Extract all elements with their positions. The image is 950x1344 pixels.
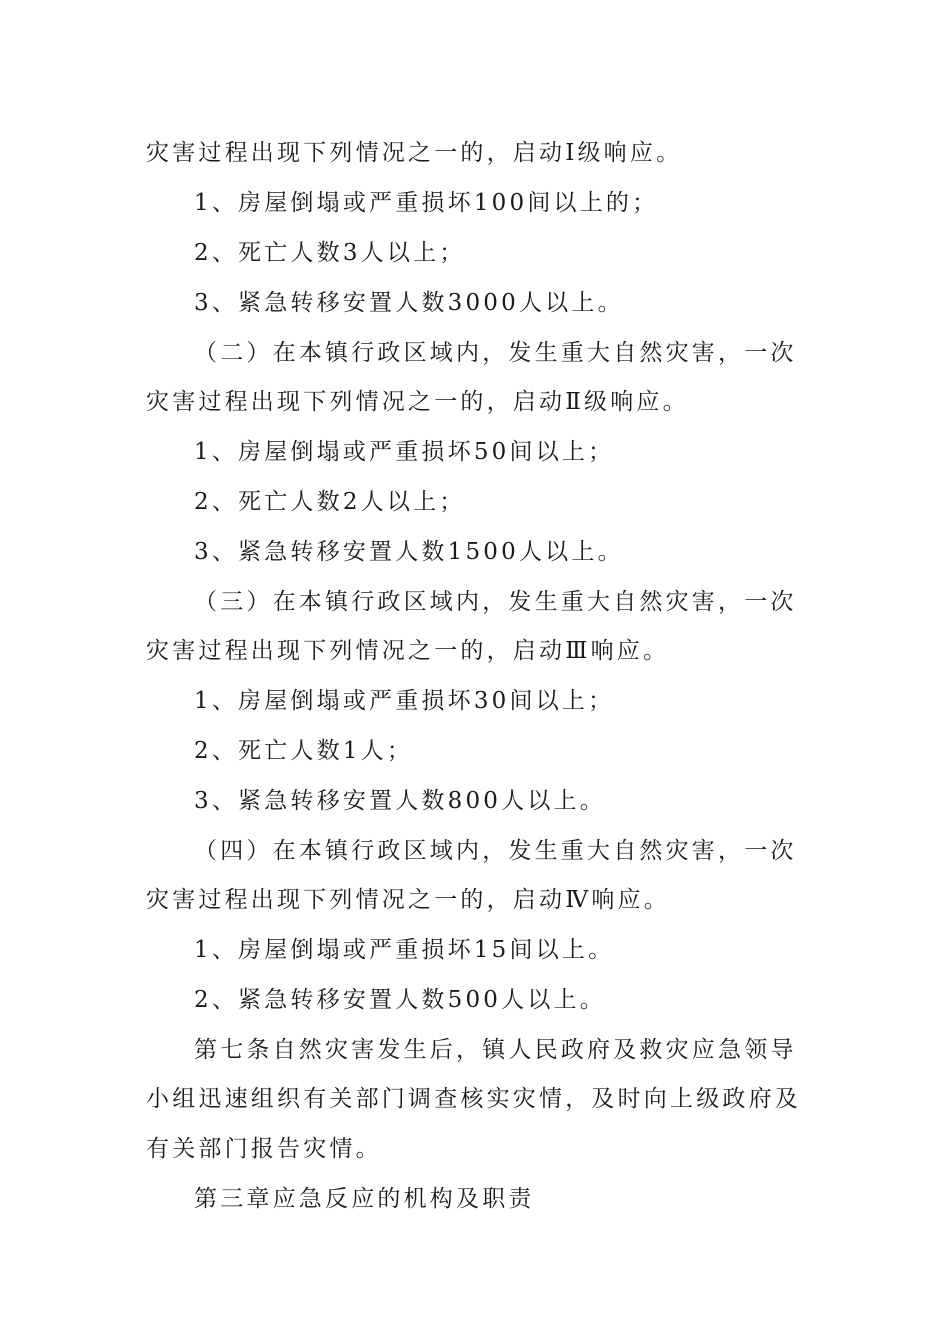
chapter-3-heading: 第三章应急反应的机构及职责: [194, 1186, 535, 1212]
list-item-level3-relocation: 3、紧急转移安置人数800人以上。: [194, 788, 606, 814]
list-item-level2-deaths: 2、死亡人数2人以上；: [194, 489, 466, 515]
list-item-level3-houses: 1、房屋倒塌或严重损坏30间以上；: [194, 688, 615, 714]
paragraph-article-7-line1: 第七条自然灾害发生后，镇人民政府及救灾应急领导: [194, 1037, 797, 1063]
paragraph-section-4-heading: （四）在本镇行政区域内，发生重大自然灾害，一次: [194, 838, 797, 864]
list-item-level1-relocation: 3、紧急转移安置人数3000人以上。: [194, 290, 624, 316]
list-item-level1-houses: 1、房屋倒塌或严重损坏100间以上的；: [194, 190, 659, 216]
list-item-level2-relocation: 3、紧急转移安置人数1500人以上。: [194, 539, 624, 565]
list-item-level2-houses: 1、房屋倒塌或严重损坏50间以上；: [194, 439, 615, 465]
paragraph-section-2-heading: （二）在本镇行政区域内，发生重大自然灾害，一次: [194, 340, 797, 366]
paragraph-line-level2-intro: 灾害过程出现下列情况之一的，启动Ⅱ级响应。: [146, 389, 689, 415]
list-item-level3-deaths: 2、死亡人数1人；: [194, 738, 414, 764]
list-item-level4-houses: 1、房屋倒塌或严重损坏15间以上。: [194, 937, 615, 963]
paragraph-line-level1-intro: 灾害过程出现下列情况之一的，启动Ⅰ级响应。: [146, 140, 683, 166]
paragraph-line-level4-intro: 灾害过程出现下列情况之一的，启动Ⅳ响应。: [146, 887, 670, 913]
list-item-level1-deaths: 2、死亡人数3人以上；: [194, 240, 466, 266]
paragraph-article-7-line3: 有关部门报告灾情。: [146, 1136, 382, 1162]
list-item-level4-relocation: 2、紧急转移安置人数500人以上。: [194, 987, 606, 1013]
paragraph-line-level3-intro: 灾害过程出现下列情况之一的，启动Ⅲ响应。: [146, 638, 670, 664]
paragraph-article-7-line2: 小组迅速组织有关部门调查核实灾情，及时向上级政府及: [146, 1086, 801, 1112]
paragraph-section-3-heading: （三）在本镇行政区域内，发生重大自然灾害，一次: [194, 589, 797, 615]
